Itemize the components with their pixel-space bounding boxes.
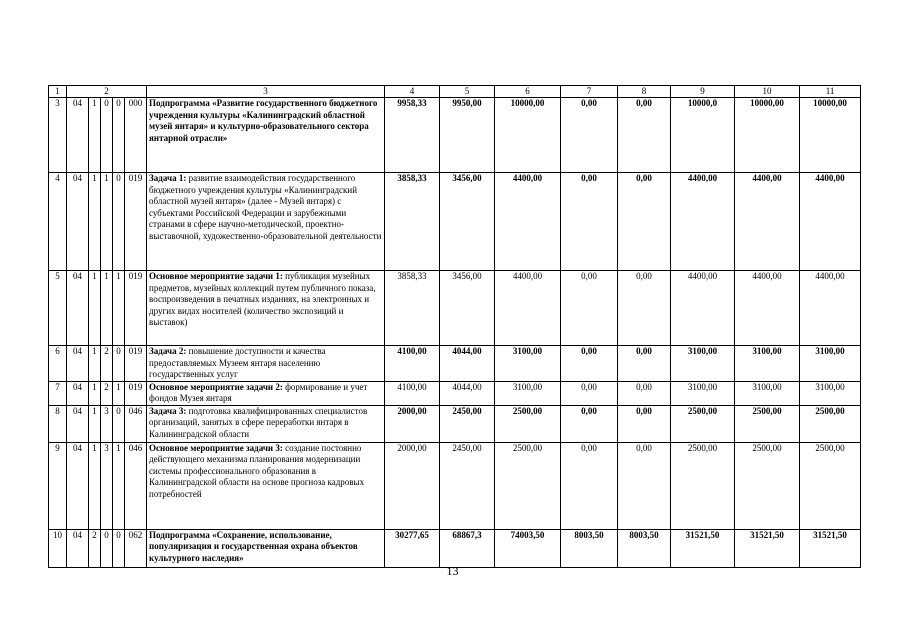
value-cell: 30277,65 [385, 529, 440, 567]
value-cell: 4044,00 [440, 346, 495, 382]
value-cell: 4400,00 [495, 173, 561, 271]
row-number-cell: 5 [49, 271, 67, 346]
description-lead: Основное мероприятие задачи 3: [149, 442, 283, 453]
value-cell: 3100,00 [495, 346, 561, 382]
code-cell: 1 [89, 173, 101, 271]
value-cell: 2000,00 [385, 405, 440, 442]
value-cell: 0,00 [561, 442, 618, 529]
value-cell: 0,00 [561, 381, 618, 405]
value-cell: 4400,00 [735, 271, 800, 346]
code-cell: 046 [125, 442, 147, 529]
value-cell: 3100,00 [735, 346, 800, 382]
row-number-cell: 3 [49, 98, 67, 173]
value-cell: 0,00 [618, 271, 671, 346]
value-cell: 9950,00 [440, 98, 495, 173]
table-row [49, 529, 861, 567]
description-cell [147, 346, 385, 382]
code-cell: 0 [113, 346, 125, 382]
value-cell: 31521,50 [735, 529, 800, 567]
description-cell [147, 271, 385, 346]
header-cell: 4 [385, 86, 440, 98]
value-cell: 8003,50 [618, 529, 671, 567]
value-cell: 3456,00 [440, 173, 495, 271]
value-cell: 0,00 [618, 173, 671, 271]
code-cell: 2 [89, 529, 101, 567]
code-cell: 2 [101, 381, 113, 405]
code-cell: 1 [89, 381, 101, 405]
row-number-cell: 10 [49, 529, 67, 567]
value-cell: 2500,00 [800, 442, 861, 529]
description-text: подготовка квалифицированных специалистов организаций, занятых в сфере переработки янтаря в Калининградской области [149, 405, 368, 439]
row-number-cell: 7 [49, 381, 67, 405]
value-cell: 4100,00 [385, 381, 440, 405]
value-cell: 0,00 [561, 173, 618, 271]
code-cell: 1 [89, 271, 101, 346]
code-cell: 0 [101, 98, 113, 173]
value-cell: 3456,00 [440, 271, 495, 346]
code-cell: 04 [67, 271, 89, 346]
code-cell: 1 [89, 442, 101, 529]
code-cell: 019 [125, 346, 147, 382]
code-cell: 1 [89, 346, 101, 382]
description-lead: Задача 2: [149, 346, 187, 356]
code-cell: 1 [113, 442, 125, 529]
header-cell: 8 [618, 86, 671, 98]
description-lead: Основное мероприятие задачи 2: [149, 381, 283, 392]
code-cell: 1 [101, 173, 113, 271]
code-cell: 1 [113, 271, 125, 346]
code-cell: 04 [67, 98, 89, 173]
value-cell: 31521,50 [800, 529, 861, 567]
value-cell: 2450,00 [440, 442, 495, 529]
code-cell: 1 [89, 405, 101, 442]
value-cell: 0,00 [618, 98, 671, 173]
description-cell [147, 381, 385, 405]
value-cell: 3858,33 [385, 173, 440, 271]
code-cell: 04 [67, 346, 89, 382]
code-cell: 04 [67, 529, 89, 567]
value-cell: 4400,00 [800, 173, 861, 271]
value-cell: 10000,00 [735, 98, 800, 173]
value-cell: 3858,33 [385, 271, 440, 346]
code-cell: 3 [101, 405, 113, 442]
code-cell: 1 [89, 98, 101, 173]
code-cell: 0 [101, 529, 113, 567]
value-cell: 9958,33 [385, 98, 440, 173]
row-number-cell: 4 [49, 173, 67, 271]
value-cell: 3100,00 [735, 381, 800, 405]
header-cell: 10 [735, 86, 800, 98]
value-cell: 2000,00 [385, 442, 440, 529]
value-cell: 31521,50 [671, 529, 735, 567]
value-cell: 10000,00 [495, 98, 561, 173]
code-cell: 04 [67, 405, 89, 442]
header-row [49, 86, 861, 98]
header-cell: 2 [67, 86, 147, 98]
value-cell: 0,00 [618, 405, 671, 442]
description-text: Подпрограмма «Развитие государственного бюджетного учреждения культуры «Калининградский областной музей янтаря» и культурно-образовательного сектора янтарной отрасли» [149, 98, 378, 143]
value-cell: 0,00 [561, 271, 618, 346]
description-lead: Основное мероприятие задачи 1: [149, 271, 283, 281]
description-text: повышение доступности и качества предоставляемых Музеем янтаря населению государственных услуг [149, 346, 326, 379]
value-cell: 4100,00 [385, 346, 440, 382]
value-cell: 2450,00 [440, 405, 495, 442]
value-cell: 74003,50 [495, 529, 561, 567]
table-row [49, 346, 861, 382]
value-cell: 2500,00 [735, 442, 800, 529]
code-cell: 2 [101, 346, 113, 382]
value-cell: 2500,00 [495, 405, 561, 442]
value-cell: 0,00 [618, 442, 671, 529]
value-cell: 4044,00 [440, 381, 495, 405]
code-cell: 062 [125, 529, 147, 567]
code-cell: 04 [67, 173, 89, 271]
description-text: Подпрограмма «Сохранение, использование, популяризация и государственная охрана объектов культурного наследия» [149, 529, 358, 563]
table-row [49, 442, 861, 529]
code-cell: 3 [101, 442, 113, 529]
header-cell: 5 [440, 86, 495, 98]
table-row [49, 405, 861, 442]
table-row [49, 381, 861, 405]
header-cell: 6 [495, 86, 561, 98]
value-cell: 3100,00 [495, 381, 561, 405]
code-cell: 1 [101, 271, 113, 346]
description-cell [147, 405, 385, 442]
row-number-cell: 9 [49, 442, 67, 529]
page-number: 13 [446, 564, 459, 578]
description-cell [147, 529, 385, 567]
description-cell [147, 442, 385, 529]
code-cell: 046 [125, 405, 147, 442]
description-text: развитие взаимодействия государственного бюджетного учреждения культуры «Калининградский областной музей янтаря» (далее - Музей янтаря) с субъектами Российской Федерации и зарубежными странами в сфере научно-методической, проектно-выставочной, художественно-образовательной деятельности [149, 173, 382, 241]
table-row [49, 271, 861, 346]
value-cell: 3100,00 [671, 381, 735, 405]
value-cell: 0,00 [618, 381, 671, 405]
value-cell: 0,00 [561, 98, 618, 173]
description-text: формирование и учет фондов Музея янтаря [149, 381, 368, 403]
header-cell: 11 [800, 86, 861, 98]
table-row [49, 98, 861, 173]
value-cell: 0,00 [561, 346, 618, 382]
value-cell: 10000,0 [671, 98, 735, 173]
row-number-cell: 6 [49, 346, 67, 382]
header-cell: 9 [671, 86, 735, 98]
budget-table [48, 85, 861, 568]
value-cell: 2500,00 [671, 442, 735, 529]
value-cell: 4400,00 [800, 271, 861, 346]
value-cell: 2500,00 [495, 442, 561, 529]
row-number-cell: 8 [49, 405, 67, 442]
value-cell: 4400,00 [671, 173, 735, 271]
value-cell: 0,00 [561, 405, 618, 442]
description-text: публикация музейных предметов, музейных коллекций путем публичного показа, воспроизведения в печатных изданиях, на электронных и других видах носителей (количество экспозиций и выставок) [149, 271, 376, 327]
description-cell [147, 173, 385, 271]
code-cell: 000 [125, 98, 147, 173]
value-cell: 0,00 [618, 346, 671, 382]
description-text: создание постоянно действующего механизма планирования модернизации системы профессионального образования в Калининградской области на основе прогноза кадровых потребностей [149, 442, 365, 499]
value-cell: 4400,00 [735, 173, 800, 271]
code-cell: 019 [125, 271, 147, 346]
value-cell: 4400,00 [495, 271, 561, 346]
value-cell: 68867,3 [440, 529, 495, 567]
code-cell: 0 [113, 173, 125, 271]
code-cell: 019 [125, 381, 147, 405]
code-cell: 019 [125, 173, 147, 271]
value-cell: 2500,00 [735, 405, 800, 442]
table-row [49, 173, 861, 271]
description-lead: Задача 3: [149, 405, 187, 416]
code-cell: 04 [67, 381, 89, 405]
description-lead: Задача 1: [149, 173, 187, 183]
header-cell: 7 [561, 86, 618, 98]
value-cell: 3100,00 [800, 381, 861, 405]
code-cell: 1 [113, 381, 125, 405]
value-cell: 2500,00 [671, 405, 735, 442]
description-cell [147, 98, 385, 173]
value-cell: 2500,00 [800, 405, 861, 442]
code-cell: 04 [67, 442, 89, 529]
value-cell: 8003,50 [561, 529, 618, 567]
value-cell: 3100,00 [671, 346, 735, 382]
value-cell: 10000,00 [800, 98, 861, 173]
header-cell: 1 [49, 86, 67, 98]
code-cell: 0 [113, 405, 125, 442]
header-cell: 3 [147, 86, 385, 98]
code-cell: 0 [113, 529, 125, 567]
value-cell: 4400,00 [671, 271, 735, 346]
code-cell: 0 [113, 98, 125, 173]
value-cell: 3100,00 [800, 346, 861, 382]
